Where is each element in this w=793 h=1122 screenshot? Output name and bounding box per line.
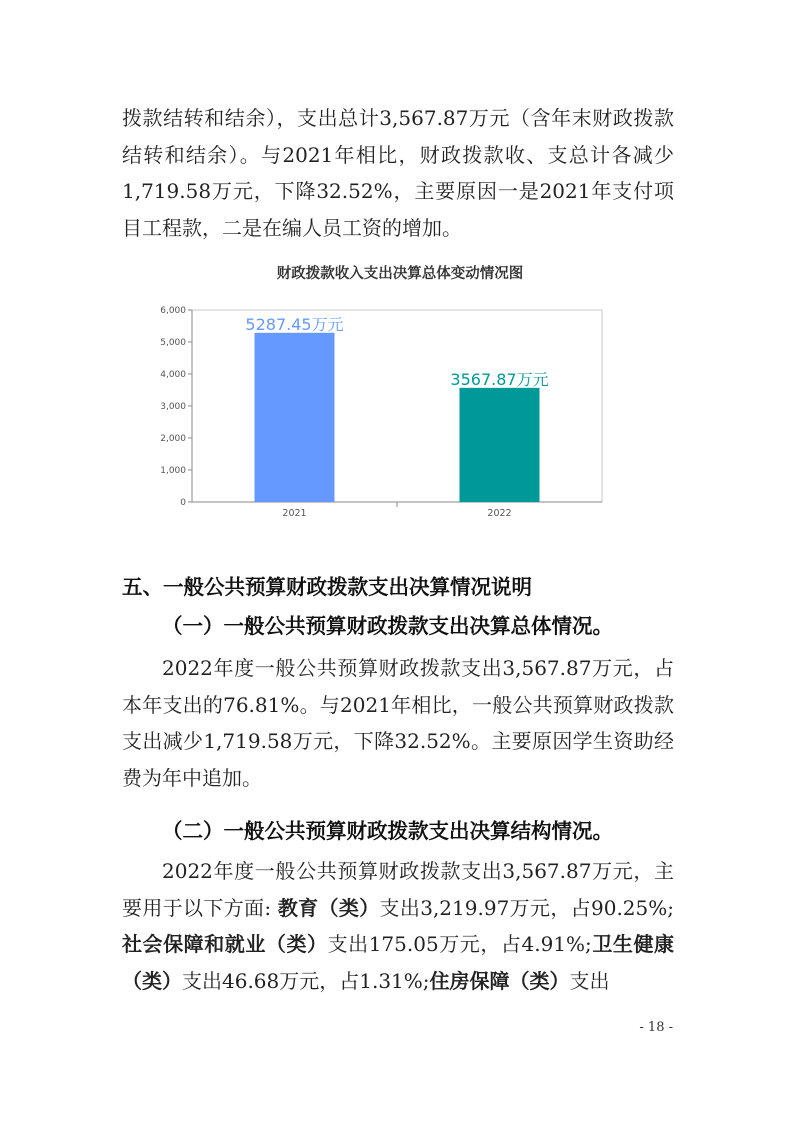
y-tick-label: 4,000 bbox=[160, 370, 186, 380]
y-tick-label: 3,000 bbox=[160, 402, 186, 412]
data-label-2021: 5287.45万元 bbox=[245, 314, 344, 334]
page-number: - 18 - bbox=[639, 1020, 673, 1035]
x-tick-label-2022: 2022 bbox=[487, 508, 512, 519]
plot-area-border bbox=[192, 310, 602, 502]
data-label-2022: 3567.87万元 bbox=[450, 369, 549, 389]
category-education-amount: 支出3,219.97万元，占90.25%; bbox=[379, 895, 674, 920]
subsection-heading-2: （二）一般公共预算财政拨款支出决算结构情况。 bbox=[162, 819, 613, 843]
bar-2021 bbox=[255, 333, 335, 502]
category-social-security: 社会保障和就业（类） bbox=[122, 932, 328, 956]
x-tick-label-2021: 2021 bbox=[282, 508, 307, 519]
y-tick-label: 0 bbox=[180, 498, 186, 508]
paragraph-fiscal-summary: 拨款结转和结余），支出总计3,567.87万元（含年末财政拨款结转和结余）。与2021年相比，财政拨款收、支总计各减少1,719.58万元，下降32.52%，主要原因一是2021年支付项目工程款，二是在编人员工资的增加。 bbox=[122, 106, 674, 240]
section-heading: 五、一般公共预算财政拨款支出决算情况说明 bbox=[122, 575, 532, 599]
category-health-amount: 支出46.68万元，占1.31%; bbox=[182, 968, 430, 993]
y-tick-label: 2,000 bbox=[160, 434, 186, 444]
y-tick-label: 6,000 bbox=[160, 306, 186, 316]
chart-title: 财政拨款收入支出决算总体变动情况图 bbox=[276, 266, 524, 282]
y-tick-label: 5,000 bbox=[160, 338, 186, 348]
category-social-security-amount: 支出175.05万元，占4.91%; bbox=[327, 932, 592, 956]
paragraph-overall-expenditure: 2022年度一般公共预算财政拨款支出3,567.87万元，占本年支出的76.81%。与2021年相比，一般公共预算财政拨款支出减少1,719.58万元，下降32.52%。主要原因学生资助经费为年中追加。 bbox=[122, 656, 674, 790]
y-axis bbox=[160, 306, 192, 508]
category-health: 卫生健康（类） bbox=[122, 932, 675, 993]
bars bbox=[255, 333, 540, 502]
bar-chart bbox=[150, 290, 620, 525]
x-axis bbox=[192, 502, 602, 519]
category-education: 教育（类） bbox=[277, 895, 380, 920]
subsection-heading-1: （一）一般公共预算财政拨款支出决算总体情况。 bbox=[162, 614, 613, 638]
paragraph-structure bbox=[122, 853, 674, 999]
bar-2022 bbox=[460, 388, 540, 502]
category-housing-amount: 支出 bbox=[569, 968, 610, 993]
category-housing: 住房保障（类） bbox=[429, 968, 570, 993]
structure-intro: 2022年度一般公共预算财政拨款支出3,567.87万元，主要用于以下方面: bbox=[122, 859, 674, 920]
y-tick-label: 1,000 bbox=[160, 466, 186, 476]
